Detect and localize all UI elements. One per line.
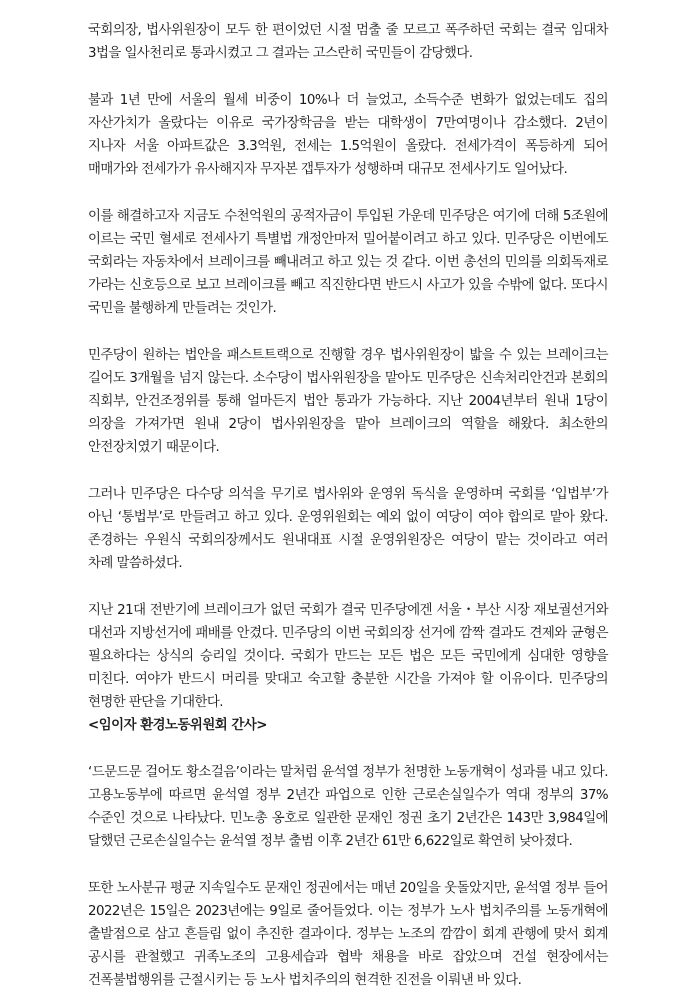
article-paragraph: 민주당이 원하는 법안을 패스트트랙으로 진행할 경우 법사위원장이 밟을 수 있는 브레이크는 길어도 3개월을 넘지 않는다. 소수당이 법사위원장을 맡아도 민주당은 신속처리안건과 본회의 직회부, 안건조정위를 통해 얼마든지 법안 통과가 가능하다. 지난 2004년부터 원내 1당이 의장을 가져가면 원내 2당이 법사위원장을 맡아 브레이크의 역할을 해왔다. 최소한의 안전장치였기 때문이다. <box>88 348 608 455</box>
article-paragraph: 불과 1년 만에 서울의 월세 비중이 10%나 더 늘었고, 소득수준 변화가 없었는데도 집의 자산가치가 올랐다는 이유로 국가장학금을 받는 대학생이 7만여명이나 감소했다. 2년이 지나자 서울 아파트값은 3.3억원, 전세는 1.5억원이 올랐다. 전세가격이 폭등하게 되어 매매가와 전세가가 유사해지자 무자본 갭투자가 성행하며 대규모 전세사기도 일어났다. <box>88 93 608 177</box>
article-paragraph: 국회의장, 법사위원장이 모두 한 편이었던 시절 멈출 줄 모르고 폭주하던 국회는 결국 임대차 3법을 일사천리로 통과시켰고 그 결과는 고스란히 국민들이 감당했다. <box>88 23 608 61</box>
article-paragraph: 이를 해결하고자 지금도 수천억원의 공적자금이 투입된 가운데 민주당은 여기에 더해 5조원에 이르는 국민 혈세로 전세사기 특별법 개정안마저 밀어붙이려고 하고 있다. 민주당은 이번에도 국회라는 자동차에서 브레이크를 빼내려고 하고 있는 것 같다. 이번 총선의 민의를 의회독재로 가라는 신호등으로 보고 브레이크를 빼고 직진한다면 반드시 사고가 있을 수밖에 없다. 또다시 국민을 불행하게 만들려는 것인가. <box>88 209 608 316</box>
article-paragraph: 지난 21대 전반기에 브레이크가 없던 국회가 결국 민주당에겐 서울・부산 시장 재보궐선거와 대선과 지방선거에 패배를 안겼다. 민주당의 이번 국회의장 선거에 깜짝 결과도 견제와 균형은 필요하다는 상식의 승리일 것이다. 국회가 만드는 모든 법은 모든 국민에게 심대한 영향을 미친다. 여야가 반드시 머리를 맞대고 숙고할 충분한 시간을 가져야 할 이유이다. 민주당의 현명한 판단을 기대한다. <box>88 603 608 710</box>
author-byline: <임이자 환경노동위원회 간사> <box>88 718 267 733</box>
article-paragraph: 또한 노사분규 평균 지속일수도 문재인 정권에서는 매년 20일을 웃돌았지만, 윤석열 정부 들어 2022년은 15일은 2023년에는 9일로 줄어들었다. 이는 정부가 노사 법치주의를 노동개혁에 출발점으로 삼고 흔들림 없이 추진한 결과이다. 정부는 노조의 깜깜이 회계 관행에 맞서 회계 공시를 관철했고 귀족노조의 고용세습과 협박 채용을 바로 잡았으며 건설 현장에서는 건폭불법행위를 근절시키는 등 노사 법치주의의 현격한 진전을 이뤄낸 바 있다. <box>88 881 608 988</box>
article-paragraph: 그러나 민주당은 다수당 의석을 무기로 법사위와 운영위 독식을 운영하며 국회를 ‘입법부’가 아닌 ‘통법부’로 만들려고 하고 있다. 운영위원회는 예외 없이 여당이 여야 합의로 맡아 왔다. 존경하는 우원식 국회의장께서도 원내대표 시절 운영위원장은 여당이 맡는 것이라고 여러 차례 말씀하셨다. <box>88 487 608 571</box>
article-body <box>88 0 608 992</box>
article-paragraph: ‘드문드문 걸어도 황소걸음’이라는 말처럼 윤석열 정부가 천명한 노동개혁이 성과를 내고 있다. 고용노동부에 따르면 윤석열 정부 2년간 파업으로 인한 근로손실일수가 역대 정부의 37% 수준인 것으로 나타났다. 민노총 옹호로 일관한 문재인 정권 초기 2년간은 143만 3,984일에 달했던 근로손실일수는 윤석열 정부 출범 이후 2년간 61만 6,622일로 확연히 낮아졌다. <box>88 765 608 849</box>
